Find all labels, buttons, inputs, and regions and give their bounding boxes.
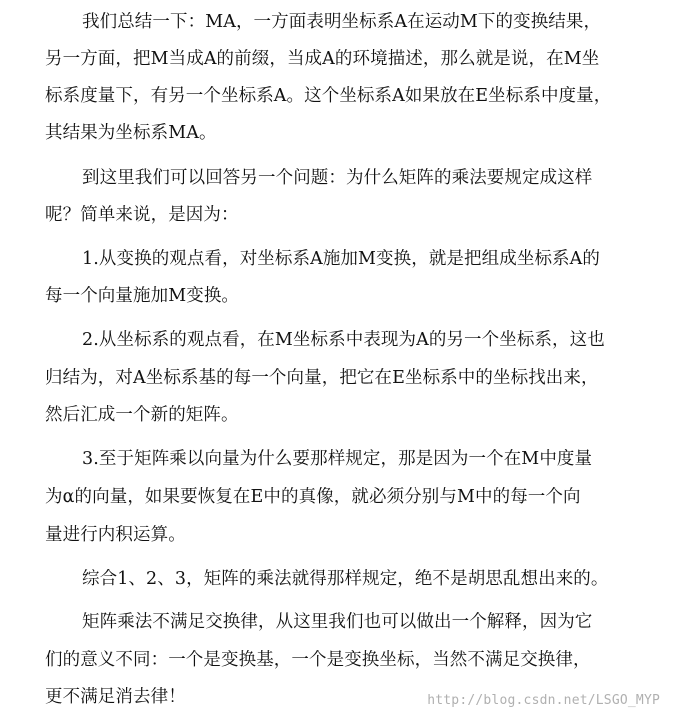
watermark-url: http://blog.csdn.net/LSGO_MYP [427, 693, 660, 708]
paragraph-1-line-4: 其结果为坐标系MA。 [45, 123, 217, 143]
paragraph-5-line-3: 量进行内积运算。 [45, 525, 186, 545]
paragraph-7-line-2: 们的意义不同：一个是变换基，一个是变换坐标，当然不满足交换律， [45, 650, 591, 670]
paragraph-2-line-1: 到这里我们可以回答另一个问题：为什么矩阵的乘法要规定成这样 [82, 168, 593, 188]
paragraph-7-line-1: 矩阵乘法不满足交换律，从这里我们也可以做出一个解释，因为它 [82, 612, 593, 632]
paragraph-2-line-2: 呢？简单来说，是因为： [45, 205, 239, 225]
paragraph-1-line-3: 标系度量下，有另一个坐标系A。这个坐标系A如果放在E坐标系中度量， [45, 86, 612, 106]
paragraph-5-line-1: 3.至于矩阵乘以向量为什么要那样规定，那是因为一个在M中度量 [82, 449, 593, 469]
paragraph-6-line-1: 综合1、2、3，矩阵的乘法就得那样规定，绝不是胡思乱想出来的。 [82, 569, 609, 589]
paragraph-1-line-1: 我们总结一下：MA，一方面表明坐标系A在运动M下的变换结果， [82, 12, 602, 32]
paragraph-4-line-2: 归结为，对A坐标系基的每一个向量，把它在E坐标系中的坐标找出来， [45, 368, 599, 388]
paragraph-3-line-2: 每一个向量施加M变换。 [45, 286, 240, 306]
paragraph-3-line-1: 1.从变换的观点看，对坐标系A施加M变换，就是把组成坐标系A的 [82, 249, 600, 269]
paragraph-4-line-3: 然后汇成一个新的矩阵。 [45, 405, 239, 425]
paragraph-1-line-2: 另一方面，把M当成A的前缀，当成A的环境描述，那么就是说，在M坐 [45, 49, 600, 69]
paragraph-4-line-1: 2.从坐标系的观点看，在M坐标系中表现为A的另一个坐标系，这也 [82, 330, 605, 350]
paragraph-5-line-2: 为α的向量，如果要恢复在E中的真像，就必须分别与M中的每一个向 [45, 487, 581, 507]
paragraph-7-line-3: 更不满足消去律！ [45, 687, 186, 707]
